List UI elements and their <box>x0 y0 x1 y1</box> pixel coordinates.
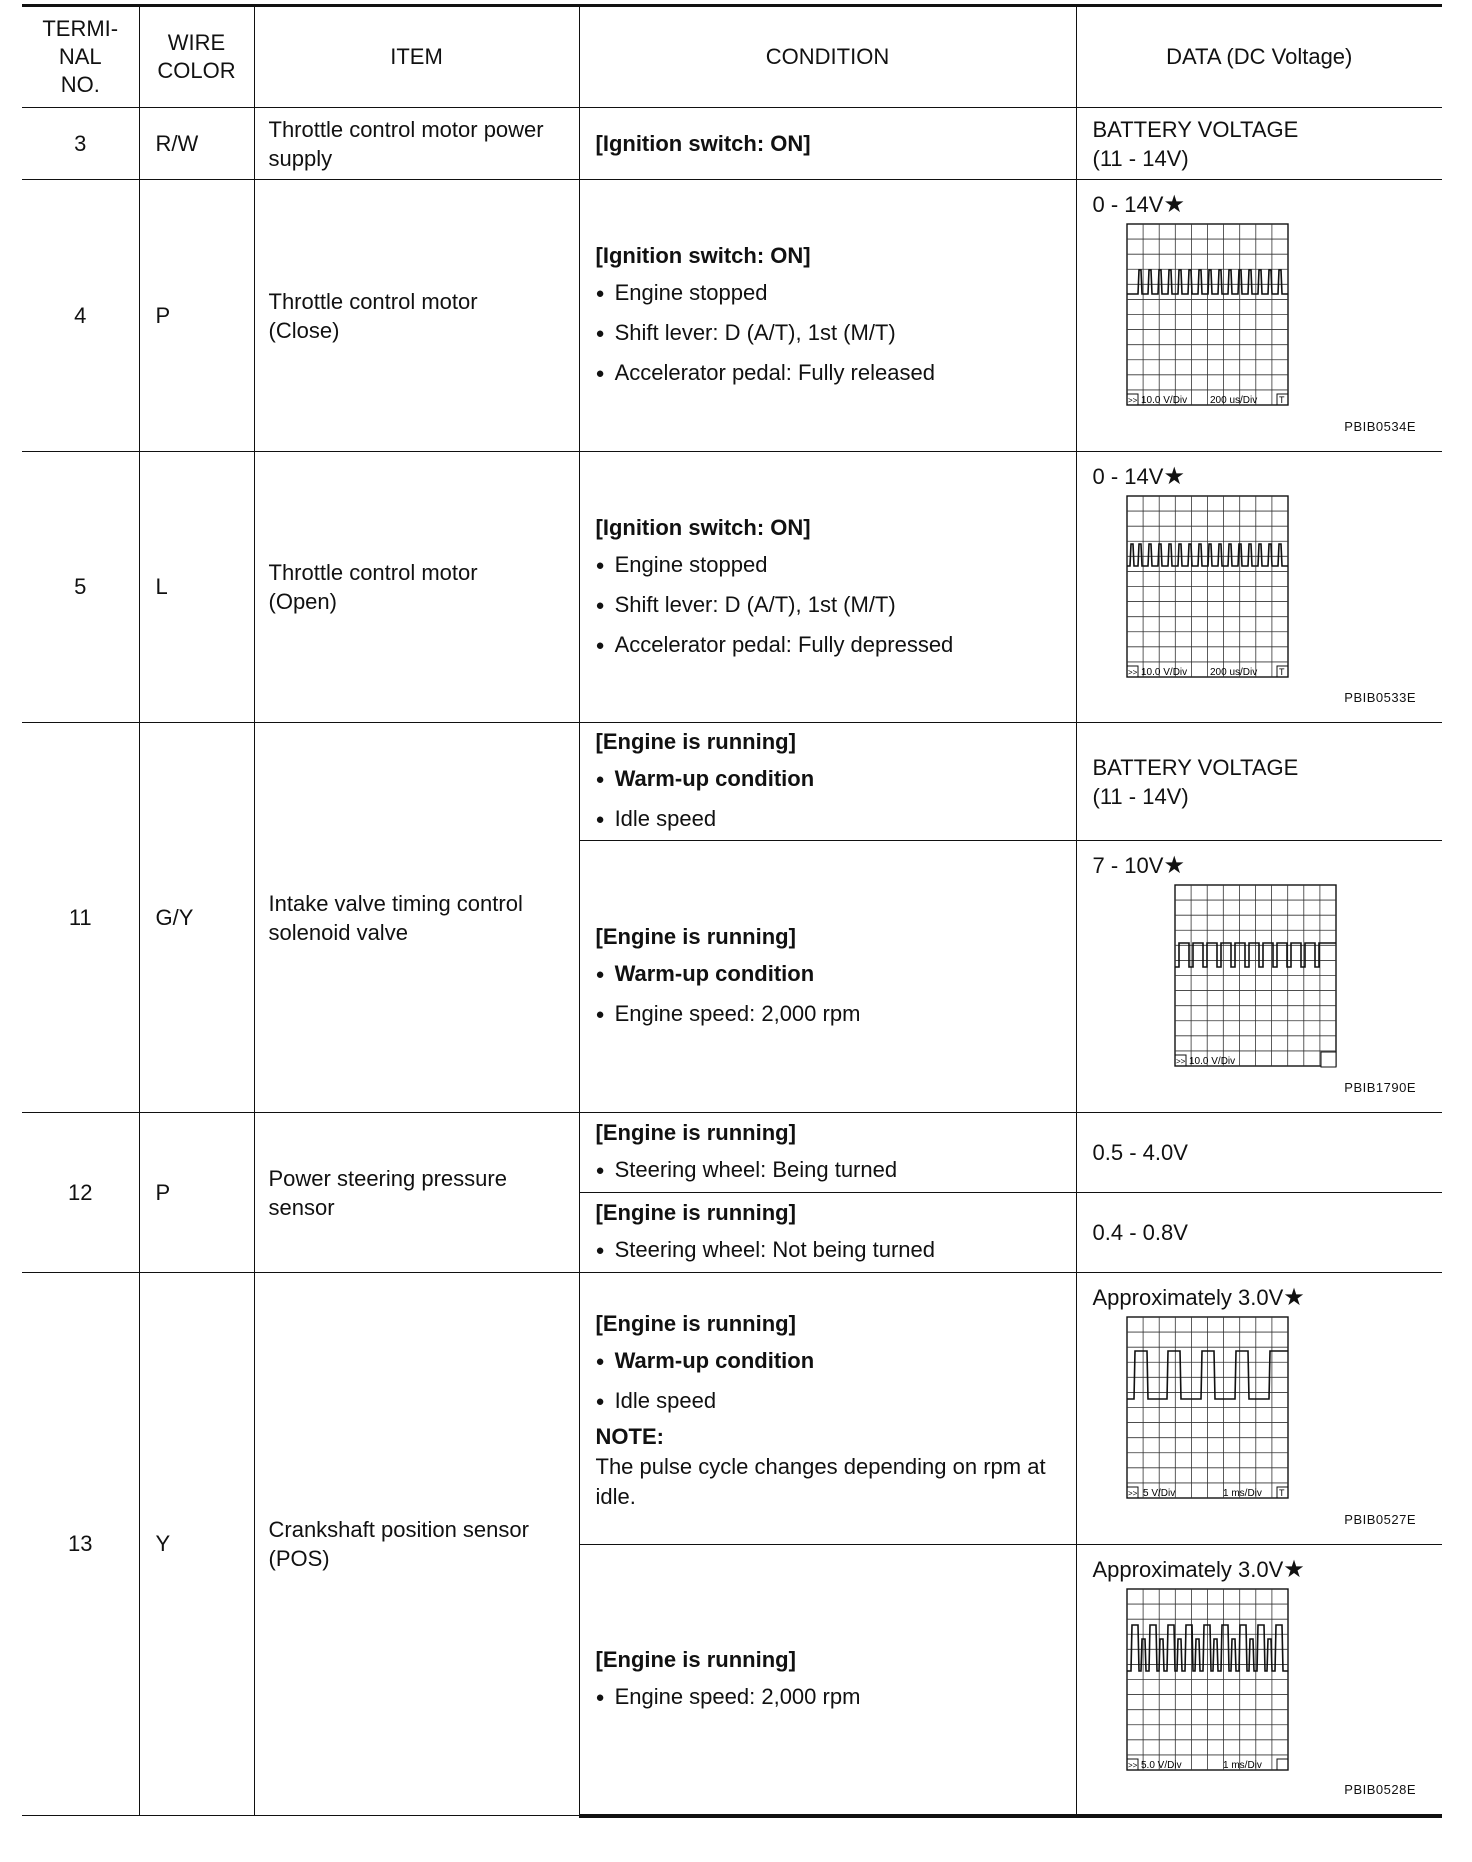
table-row <box>22 1113 1442 1193</box>
scope-marker: >> <box>1175 1057 1185 1066</box>
header-item: ITEM <box>254 6 579 108</box>
item-name: Power steering pressure sensor <box>254 1113 579 1273</box>
scope-marker: >> <box>1127 1761 1137 1770</box>
item-name: Throttle control motor (Close) <box>254 180 579 452</box>
condition-bullet: ● Engine stopped <box>596 274 1060 314</box>
scope-voltage-scale: 5 V/Div <box>1142 1488 1175 1499</box>
scope-marker: >> <box>1127 1489 1137 1498</box>
condition-bullet: ● Warm-up condition <box>596 1342 1060 1382</box>
star-icon: ★ <box>1283 1284 1305 1311</box>
star-icon: ★ <box>1163 463 1185 490</box>
terminal-number: 12 <box>22 1113 139 1273</box>
condition: [Ignition switch: ON] <box>579 108 1076 180</box>
note-label: NOTE: <box>595 1424 664 1449</box>
condition: [Engine is running] ● Steering wheel: Not being turned <box>579 1193 1076 1273</box>
scope-time-scale: 200 us/Div <box>1209 667 1257 678</box>
condition: [Engine is running] ● Engine speed: 2,000 rpm <box>579 1545 1076 1816</box>
table-row <box>22 1273 1442 1545</box>
scope-trigger: T <box>1278 1488 1284 1498</box>
data-value: 7 - 10V★ >> 10.0 V/Div PBIB1790E <box>1076 841 1442 1113</box>
scope-voltage-scale: 10.0 V/Div <box>1140 667 1187 678</box>
wire-color: R/W <box>139 108 254 180</box>
data-value: BATTERY VOLTAGE (11 - 14V) <box>1076 108 1442 180</box>
data-value: 0 - 14V★ >> 10.0 V/Div 200 us/Div T PBIB0534E <box>1076 180 1442 452</box>
condition-bullet: ● Engine stopped <box>596 546 1060 586</box>
terminal-number: 5 <box>22 452 139 723</box>
scope-voltage-scale: 10.0 V/Div <box>1188 1056 1235 1067</box>
condition: [Ignition switch: ON] ● Engine stopped ● Shift lever: D (A/T), 1st (M/T) ● Accelerator pedal: Fully depressed <box>579 452 1076 723</box>
condition-bullet: ● Warm-up condition <box>596 760 1060 800</box>
data-value: 0 - 14V★ >> 10.0 V/Div 200 us/Div T PBIB0533E <box>1076 452 1442 723</box>
scope-time-scale: 1 ms/Div <box>1222 1488 1262 1499</box>
condition-bullet: ● Shift lever: D (A/T), 1st (M/T) <box>596 314 1060 354</box>
condition-bullet: ● Accelerator pedal: Fully depressed <box>596 626 1060 666</box>
scope-voltage-scale: 5.0 V/Div <box>1140 1760 1182 1771</box>
item-name: Throttle control motor (Open) <box>254 452 579 723</box>
figure-code: PBIB0533E <box>1344 690 1416 705</box>
figure-code: PBIB0534E <box>1344 419 1416 434</box>
item-name: Throttle control motor power supply <box>254 108 579 180</box>
table-header-row <box>22 6 1442 108</box>
table-row <box>22 108 1442 180</box>
condition-bullet: ● Accelerator pedal: Fully released <box>596 354 1060 394</box>
condition: [Engine is running] ● Warm-up condition ● Idle speed NOTE: The pulse cycle changes depending on rpm at idle. <box>579 1273 1076 1545</box>
scope-trigger: T <box>1278 667 1284 677</box>
scope-time-scale: 1 ms/Div <box>1222 1760 1262 1771</box>
star-icon: ★ <box>1163 191 1185 218</box>
data-value: 0.4 - 0.8V <box>1076 1193 1442 1273</box>
oscilloscope-waveform <box>1093 220 1433 410</box>
data-value: BATTERY VOLTAGE (11 - 14V) <box>1076 723 1442 841</box>
terminal-data-table <box>22 4 1442 1818</box>
star-icon: ★ <box>1163 852 1185 879</box>
data-value: Approximately 3.0V★ >> 5 V/Div 1 ms/Div T PBIB0527E <box>1076 1273 1442 1545</box>
data-value: 0.5 - 4.0V <box>1076 1113 1442 1193</box>
condition-bullet: ● Engine speed: 2,000 rpm <box>596 1678 1060 1718</box>
scope-marker: >> <box>1127 396 1137 405</box>
header-wire-color: WIRE COLOR <box>139 6 254 108</box>
wire-color: L <box>139 452 254 723</box>
terminal-number: 3 <box>22 108 139 180</box>
header-condition: CONDITION <box>579 6 1076 108</box>
terminal-number: 13 <box>22 1273 139 1816</box>
wire-color: G/Y <box>139 723 254 1113</box>
scope-time-scale: 200 us/Div <box>1209 395 1257 406</box>
oscilloscope-waveform <box>1093 1585 1433 1775</box>
wire-color: P <box>139 1113 254 1273</box>
scope-voltage-scale: 10.0 V/Div <box>1140 395 1187 406</box>
note-text: The pulse cycle changes depending on rpm at idle. <box>595 1454 1046 1509</box>
wire-color: P <box>139 180 254 452</box>
condition: [Engine is running] ● Warm-up condition ● Idle speed <box>579 723 1076 841</box>
table-row <box>22 452 1442 723</box>
figure-code: PBIB0528E <box>1344 1781 1416 1797</box>
condition-bullet: ● Idle speed <box>596 1382 1060 1422</box>
figure-code: PBIB0527E <box>1344 1512 1416 1527</box>
condition: [Ignition switch: ON] ● Engine stopped ● Shift lever: D (A/T), 1st (M/T) ● Accelerator pedal: Fully released <box>579 180 1076 452</box>
header-terminal: TERMI- NAL NO. <box>22 6 139 108</box>
table-row <box>22 180 1442 452</box>
terminal-number: 11 <box>22 723 139 1113</box>
header-data: DATA (DC Voltage) <box>1076 6 1442 108</box>
oscilloscope-waveform <box>1093 881 1433 1071</box>
oscilloscope-waveform <box>1093 1313 1433 1503</box>
item-name: Intake valve timing control solenoid valve <box>254 723 579 1113</box>
condition-bullet: ● Idle speed <box>596 800 1060 840</box>
table-row <box>22 723 1442 841</box>
condition: [Engine is running] ● Steering wheel: Being turned <box>579 1113 1076 1193</box>
scope-trigger: T <box>1278 395 1284 405</box>
condition-bullet: ● Engine speed: 2,000 rpm <box>596 995 1060 1035</box>
star-icon: ★ <box>1283 1556 1305 1583</box>
condition-bullet: ● Shift lever: D (A/T), 1st (M/T) <box>596 586 1060 626</box>
condition: [Engine is running] ● Warm-up condition ● Engine speed: 2,000 rpm <box>579 841 1076 1113</box>
figure-code: PBIB1790E <box>1344 1080 1416 1095</box>
condition-bullet: ● Warm-up condition <box>596 955 1060 995</box>
data-value: Approximately 3.0V★ >> 5.0 V/Div 1 ms/Div PBIB0528E <box>1076 1545 1442 1816</box>
oscilloscope-waveform <box>1093 492 1433 682</box>
terminal-number: 4 <box>22 180 139 452</box>
condition-bullet: ● Steering wheel: Not being turned <box>596 1231 1060 1271</box>
scope-marker: >> <box>1127 668 1137 677</box>
item-name: Crankshaft position sensor (POS) <box>254 1273 579 1816</box>
wire-color: Y <box>139 1273 254 1816</box>
condition-bullet: ● Steering wheel: Being turned <box>596 1151 1060 1191</box>
